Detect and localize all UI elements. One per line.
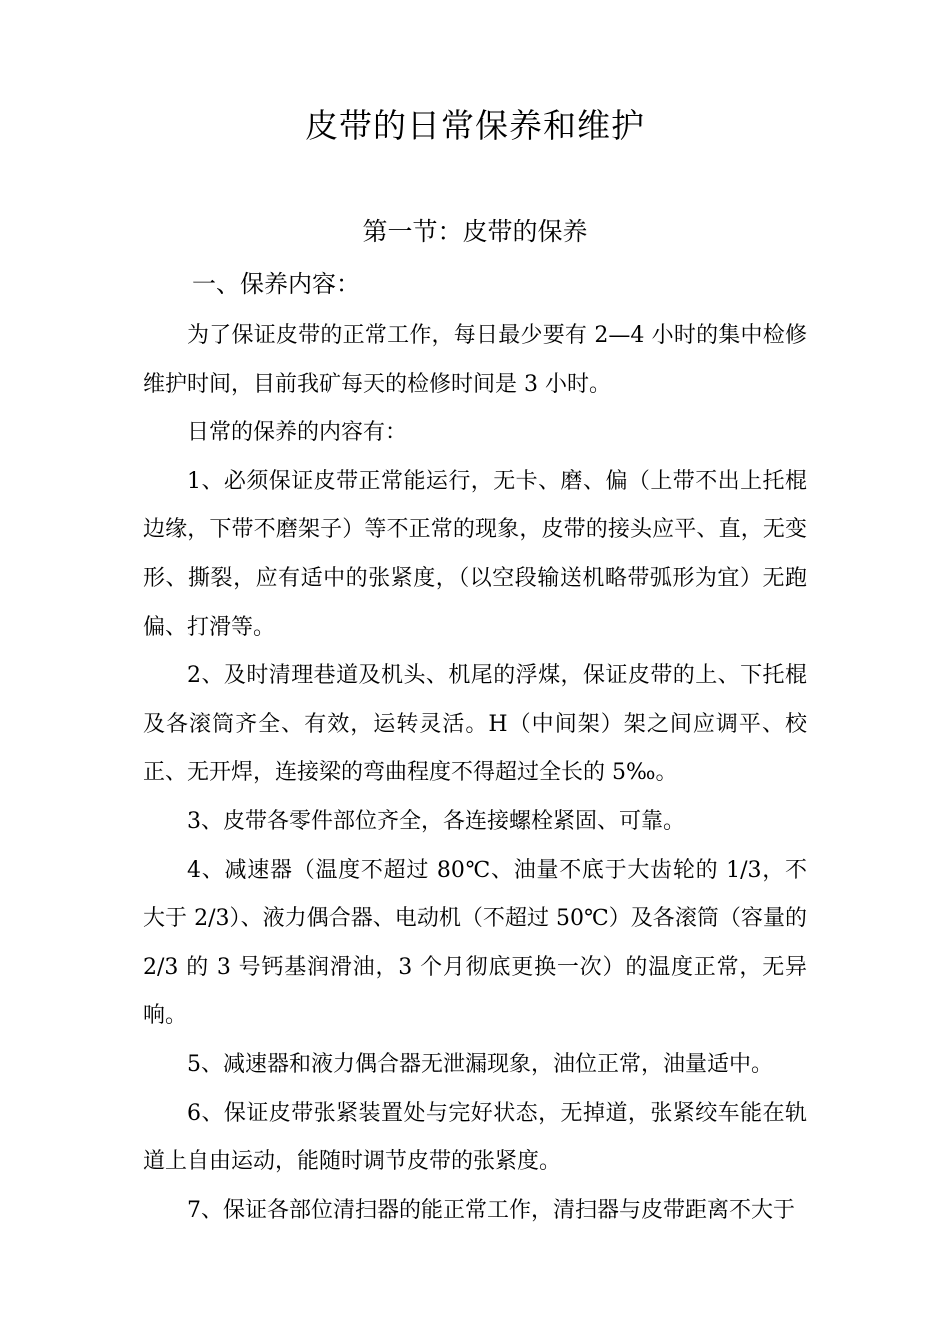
paragraph-item-7: 7、保证各部位清扫器的能正常工作，清扫器与皮带距离不大于	[187, 1197, 795, 1223]
paragraph-item-1: 1、必须保证皮带正常能运行，无卡、磨、偏（上带不出上托棍边缘，下带不磨架子）等不正常的现象，皮带的接头应平、直，无变形、撕裂，应有适中的张紧度，（以空段输送机略带弧形为宜）无跑偏、打滑等。	[143, 468, 807, 640]
subsection-title: 一、保养内容：	[192, 270, 360, 298]
section-title: 第一节：皮带的保养	[362, 217, 588, 246]
document-title: 皮带的日常保养和维护	[305, 106, 645, 145]
paragraph-item-3: 3、皮带各零件部位齐全，各连接螺栓紧固、可靠。	[187, 808, 685, 834]
document-body	[143, 312, 807, 1235]
paragraph-item-6: 6、保证皮带张紧装置处与完好状态，无掉道，张紧绞车能在轨道上自由运动，能随时调节皮带的张紧度。	[143, 1100, 807, 1175]
paragraph-list-heading: 日常的保养的内容有：	[187, 420, 408, 446]
paragraph-item-5: 5、减速器和液力偶合器无泄漏现象，油位正常，油量适中。	[187, 1051, 773, 1077]
paragraph-intro: 为了保证皮带的正常工作，每日最少要有 2—4 小时的集中检修维护时间，目前我矿每天的检修时间是 3 小时。	[143, 323, 807, 397]
paragraph-item-2: 2、及时清理巷道及机头、机尾的浮煤，保证皮带的上、下托棍及各滚筒齐全、有效，运转灵活。H（中间架）架之间应调平、校正、无开焊，连接梁的弯曲程度不得超过全长的 5‰。	[143, 663, 807, 786]
paragraph-item-4: 4、减速器（温度不超过 80℃、油量不底于大齿轮的 1/3，不大于 2/3）、液力偶合器、电动机（不超过 50℃）及各滚筒（容量的 2/3 的 3 号钙基润滑油，3 个月彻底更换一次）的温度正常，无异响。	[143, 857, 807, 1029]
